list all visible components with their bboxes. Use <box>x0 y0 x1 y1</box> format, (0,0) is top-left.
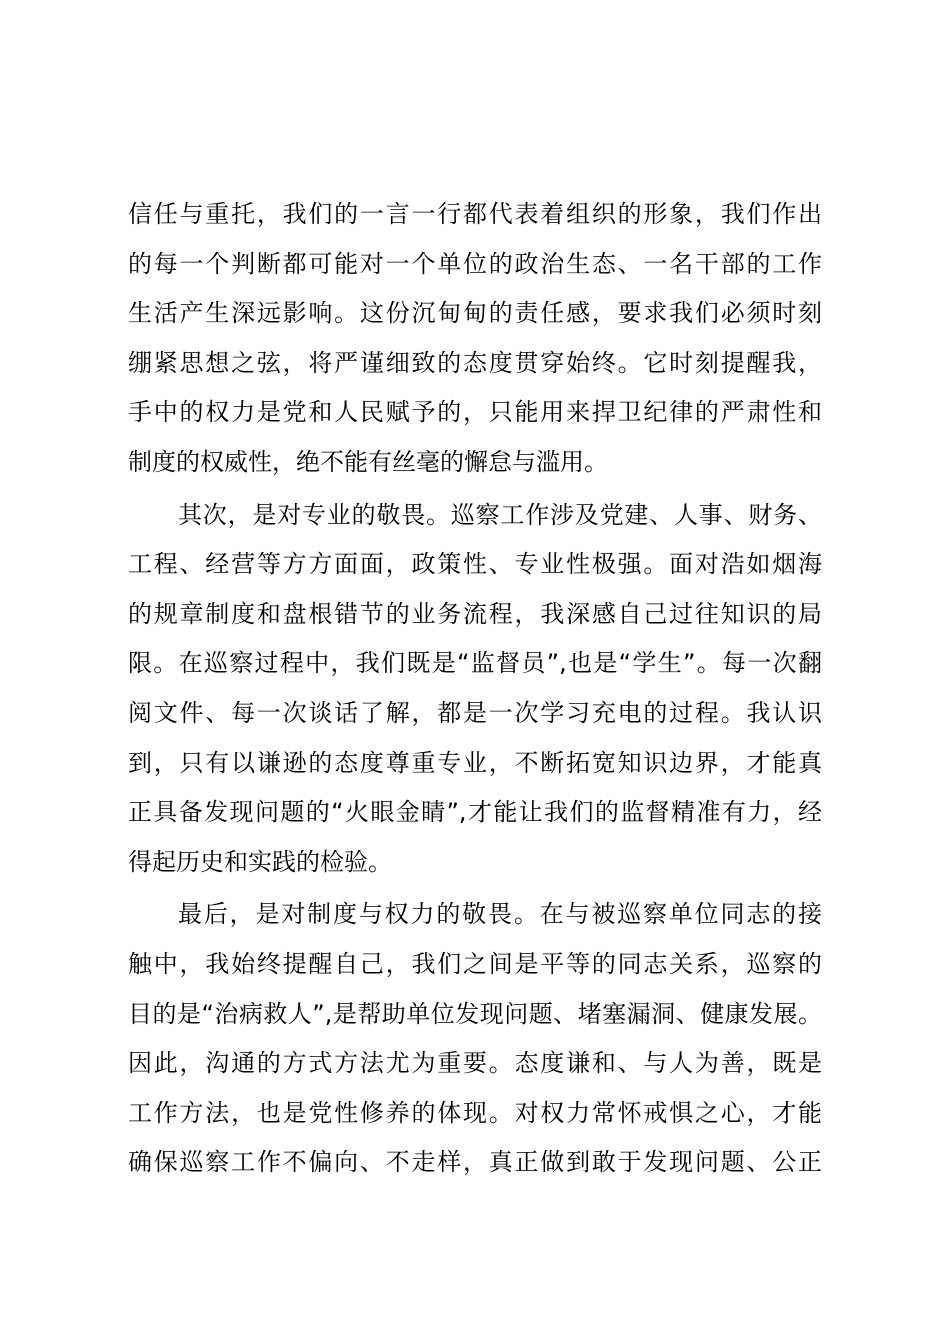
text-line: 工程、经营等方方面面，政策性、专业性极强。面对浩如烟海 <box>128 550 822 579</box>
text-line: 正具备发现问题的“火眼金睛”,才能让我们的监督精准有力，经 <box>128 798 822 827</box>
text-line: 目的是“治病救人”,是帮助单位发现问题、堵塞漏洞、健康发展。 <box>128 999 822 1028</box>
text-line: 手中的权力是党和人民赋予的，只能用来捍卫纪律的严肃性和 <box>128 398 822 427</box>
document-page <box>128 190 822 1191</box>
text-line: 阅文件、每一次谈话了解，都是一次学习充电的过程。我认识 <box>128 698 822 727</box>
text-line: 工作方法，也是党性修养的体现。对权力常怀戒惧之心，才能 <box>128 1098 822 1127</box>
text-line: 到，只有以谦逊的态度尊重专业，不断拓宽知识边界，才能真 <box>128 748 822 777</box>
text-line: 信任与重托，我们的一言一行都代表着组织的形象，我们作出 <box>128 200 822 228</box>
text-line: 的每一个判断都可能对一个单位的政治生态、一名干部的工作 <box>128 249 822 278</box>
text-line: 限。在巡察过程中，我们既是“监督员”,也是“学生”。每一次翻 <box>128 649 822 678</box>
text-line: 绷紧思想之弦，将严谨细致的态度贯穿始终。它时刻提醒我， <box>128 348 822 377</box>
text-line: 生活产生深远影响。这份沉甸甸的责任感，要求我们必须时刻 <box>128 299 822 328</box>
text-line: 因此，沟通的方式方法尤为重要。态度谦和、与人为善，既是 <box>128 1049 822 1078</box>
text-line: 确保巡察工作不偏向、不走样，真正做到敢于发现问题、公正 <box>128 1148 822 1177</box>
paragraph-3 <box>128 890 822 1188</box>
text-line: 制度的权威性，绝不能有丝毫的懈怠与滥用。 <box>128 447 608 476</box>
text-line: 触中，我始终提醒自己，我们之间是平等的同志关系，巡察的 <box>128 949 822 978</box>
text-line: 其次，是对专业的敬畏。巡察工作涉及党建、人事、财务、 <box>178 500 822 529</box>
text-line: 得起历史和实践的检验。 <box>128 847 392 876</box>
text-line: 的规章制度和盘根错节的业务流程，我深感自己过往知识的局 <box>128 599 822 628</box>
text-line: 最后，是对制度与权力的敬畏。在与被巡察单位同志的接 <box>178 900 822 929</box>
paragraph-1 <box>128 190 822 488</box>
paragraph-2 <box>128 491 822 888</box>
